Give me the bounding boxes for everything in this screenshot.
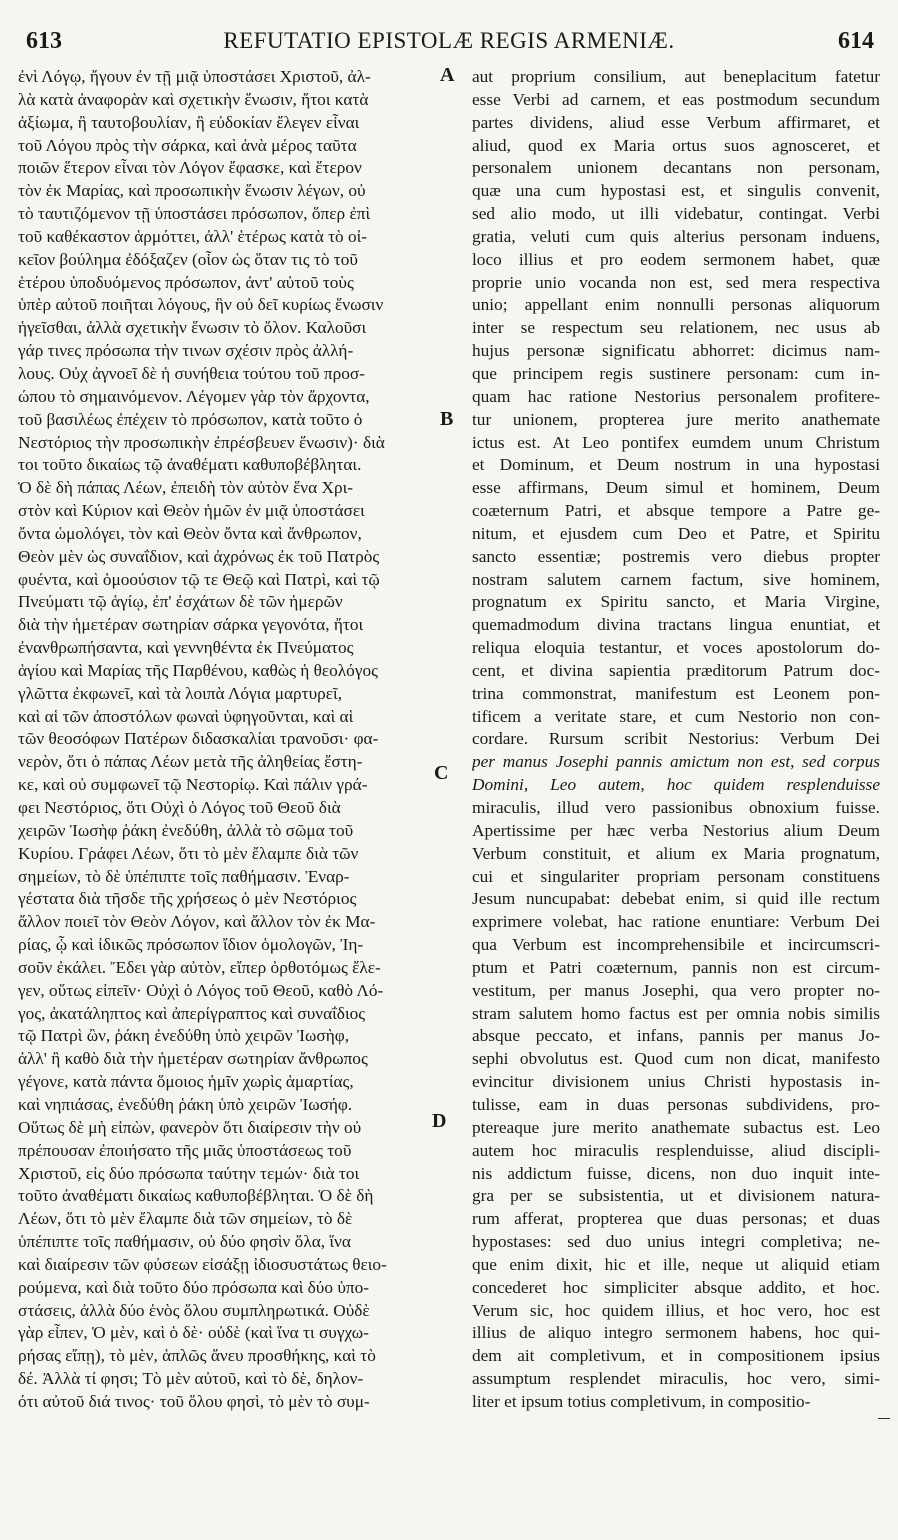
latin-text-line: Jesum nuncupabat: debebat enim, si quid ille rectum xyxy=(472,889,880,909)
latin-text-line: liter et ipsum totius completivum, in compositio- xyxy=(472,1391,811,1411)
greek-text-line: γλῶττα ἐκφωνεῖ, καὶ τὰ λοιπὰ Λόγια μαρτυρεῖ, xyxy=(18,683,343,703)
latin-text-line: gratia, veluti cum quis alterius personam induens, xyxy=(472,226,880,246)
latin-text-line: nitum, et ejusdem cum Deo et Patre, et Spiritu xyxy=(472,523,880,543)
latin-text-line: proprie unio vocanda non est, sed mera respectiva xyxy=(472,272,880,292)
greek-text-line: καὶ νηπιάσας, ἐνεδύθη ῥάκη ὑπὸ χειρῶν Ἰωσήφ. xyxy=(18,1094,353,1114)
latin-text-line: coæternum Patri, et absque tempore a Patre ge- xyxy=(472,501,880,521)
greek-text-line: ἡγεῖσθαι, ἀλλὰ σχετικὴν ἕνωσιν τὸ ὅλον. Καλοῦσι xyxy=(18,318,367,338)
section-marker-d: D xyxy=(432,1110,447,1132)
greek-text-line: τοι τοῦτο δικαίως τῷ ἀναθέματι καθυποβέβληται. xyxy=(18,455,362,475)
latin-text-line: cui et singulariter propriam personam constituens xyxy=(472,866,880,886)
latin-text-line: nis addictum fuisse, dicens, non duo inquit inte- xyxy=(472,1163,880,1183)
greek-text-line: Κυρίου. Γράφει Λέων, ὅτι τὸ μὲν ἔλαμπε διὰ τῶν xyxy=(18,843,359,863)
greek-text-line: τῶν θεοσόφων Πατέρων διδασκαλίαι τρανοῦσι· φα- xyxy=(18,729,379,749)
greek-text-line: καὶ διαίρεσιν τῶν φύσεων εἰσάξῃ ἰδιοσυστάτως θειο- xyxy=(18,1254,387,1274)
latin-text-line: qua Verbum est incomprehensibile et incircumscri- xyxy=(472,935,880,955)
greek-text-line: στάσεις, ἀλλὰ δύο ἑνὸς ὅλου συμπληρωτικά. Οὐδὲ xyxy=(18,1300,370,1320)
latin-text-line: Domini, Leo autem, hoc quidem resplenduisse xyxy=(472,775,880,795)
greek-text-line: σοῦν ἐκάλει. Ἔδει γὰρ αὐτὸν, εἴπερ ὀρθοτόμως ἔλε- xyxy=(18,957,381,977)
latin-text-line: concederet hoc simpliciter absque addito, et hoc. xyxy=(472,1277,880,1297)
greek-text-line: τὸν ἐκ Μαρίας, καὶ προσωπικὴν ἕνωσιν λέγων, οὐ xyxy=(18,181,366,201)
greek-text-line: ώπου τὸ σημαινόμενον. Λέγομεν γὰρ τὸν ἄρχοντα, xyxy=(18,386,370,406)
greek-text-line: Οὕτως δὲ μὴ εἰπὼν, φανερὸν ὅτι διαίρεσιν τὴν οὐ xyxy=(18,1117,362,1137)
greek-text-line: ἐνὶ Λόγῳ, ἤγουν ἐν τῇ μιᾷ ὑποστάσει Χριστοῦ, ἀλ- xyxy=(18,67,371,86)
latin-text-line: exprimere volebat, hac ratione enuntiare: Verbum Dei xyxy=(472,912,880,932)
latin-text-line: Verbum constituit, et alium ex Maria prognatum, xyxy=(472,843,880,863)
greek-text-line: ὄντα ὡμολόγει, τὸν καὶ Θεὸν ὄντα καὶ ἄνθρωπον, xyxy=(18,523,362,543)
greek-text-line: δέ. Ἀλλὰ τί φησι; Τὸ μὲν αὐτοῦ, καὶ τὸ δὲ, δηλον- xyxy=(18,1369,364,1389)
greek-text-line: ποιῶν ἕτερον εἶναι τὸν Λόγον ἔφασκε, καὶ ἕτερον xyxy=(18,158,362,178)
greek-column xyxy=(18,66,434,1526)
greek-text-line: τοῦ βασιλέως ἐπέχειν τὸ πρόσωπον, κατὰ τοῦτο ὁ xyxy=(18,409,363,429)
greek-text-line: τοῦτο ἀναθέματι δικαίως καθυποβέβληται. Ὁ δὲ δὴ xyxy=(18,1186,374,1206)
greek-text-line: λους. Οὐχ ἀγνοεῖ δὲ ἡ συνήθεια τούτου τοῦ προσ- xyxy=(18,363,365,383)
greek-text-line: τοῦ καθέκαστον ἁρμόττει, ἀλλ' ἑτέρως κατὰ τὸ οἰ- xyxy=(18,226,368,246)
greek-text-line: Λέων, ὅτι τὸ μὲν ἔλαμπε διὰ τῶν σημείων, τὸ δὲ xyxy=(18,1209,353,1229)
page-number-right: 614 xyxy=(838,28,874,54)
latin-text-line: trina commonstrat, manifestum est Leonem pon- xyxy=(472,683,880,703)
greek-text-line: Ὁ δὲ δὴ πάπας Λέων, ἐπειδὴ τὸν αὐτὸν ἕνα Χρι- xyxy=(18,478,353,498)
latin-text-line: ptum et Patri coæternum, pannis non est circum- xyxy=(472,957,880,977)
latin-text-line: cordare. Rursum scribit Nestorius: Verbum Dei xyxy=(472,729,880,749)
greek-text-line: γος, ἀκατάληπτος καὶ ἀπερίγραπτος καὶ συναΐδιος xyxy=(18,1003,366,1023)
greek-text-line: ρήσας εἴπῃ), τὸ μὲν, ἁπλῶς ἄνευ προσθήκης, καὶ τὸ xyxy=(18,1346,376,1366)
latin-text-line: vestitum, per manus Josephi, qua vero propter no- xyxy=(472,980,880,1000)
latin-text-line: per manus Josephi pannis amictum non est, sed corpus xyxy=(472,752,880,772)
latin-text-line: Apertissime per hæc verba Nestorius alium Deum xyxy=(472,820,880,840)
latin-text-line: quam hac ratione Nestorius personalem profitere- xyxy=(472,386,880,406)
latin-text-line: assumptum resplendet miraculis, hoc vero, simi- xyxy=(472,1369,880,1389)
greek-text-line: Πνεύματι τῷ ἁγίῳ, ἐπ' ἐσχάτων δὲ τῶν ἡμερῶν xyxy=(18,592,343,612)
running-title: REFUTATIO EPISTOLÆ REGIS ARMENIÆ. xyxy=(223,28,675,53)
latin-text-line: autem hoc miraculis resplenduisse, aliud discipli- xyxy=(472,1140,880,1160)
latin-text-line: illius de aliquo integro sermonem habens, hoc qui- xyxy=(472,1323,880,1343)
latin-text-line: evincitur divisionem unius Christi hypostasis in- xyxy=(472,1072,880,1092)
latin-text-line: ptereaque jure merito anathemate subactus est. Leo xyxy=(472,1117,880,1137)
greek-text-line: ἀλλ' ἢ καθὸ διὰ τὴν ἡμετέραν σωτηρίαν ἄνθρωπος xyxy=(18,1049,368,1069)
latin-text-line: sancto essentiæ; postremis vero diebus propter xyxy=(472,546,880,566)
latin-text-line: tulisse, eam in duas personas subdividens, pro- xyxy=(472,1094,880,1114)
greek-text-line: Θεὸν μὲν ὡς συναΐδιον, καὶ ἀχρόνως ἐκ τοῦ Πατρὸς xyxy=(18,546,380,566)
greek-text-line: ότι αὐτοῦ διά τινος· τοῦ ὅλου φησὶ, τὸ μὲν τὸ συμ- xyxy=(18,1391,370,1411)
section-marker-c: C xyxy=(434,762,449,784)
latin-text-line: rum afferat, propterea que duas personas; et duas xyxy=(472,1209,880,1229)
latin-text-line: esse affirmans, Deum simul et hominem, Deum xyxy=(472,478,880,498)
greek-text-line: διὰ τὴν ἡμετέραν σωτηρίαν σάρκα γεγονότα, ἤτοι xyxy=(18,615,364,635)
greek-text-line: πρέπουσαν ἐποιήσατο τῆς μιᾶς ὑποστάσεως τοῦ xyxy=(18,1140,352,1160)
greek-text-line: ἐνανθρωπήσαντα, καὶ γεννηθέντα ἐκ Πνεύματος xyxy=(18,638,354,658)
greek-text-line: καὶ αἱ τῶν ἀποστόλων φωναὶ ὑφηγοῦνται, καὶ αἱ xyxy=(18,706,354,726)
latin-column xyxy=(472,66,880,1526)
greek-text-line: κεῖον βούλημα ἐδόξαζεν (οἷον ὡς ὅταν τις τὸ τοῦ xyxy=(18,249,358,269)
section-marker-a: A xyxy=(440,64,455,86)
greek-text-line: τοῦ Λόγου πρὸς τὴν σάρκα, καὶ ἀνὰ μέρος ταῦτα xyxy=(18,135,357,155)
greek-text-line: ὑπὲρ αὐτοῦ ποιῆται λόγους, ἣν οὐ δεῖ κυρίως ἕνωσιν xyxy=(18,295,384,315)
latin-text-line: personalem unionem decantans non personam, xyxy=(472,158,880,178)
greek-text-line: ρούμενα, καὶ διὰ τοῦτο δύο πρόσωπα καὶ δύο ὑπο- xyxy=(18,1277,369,1297)
latin-text-line: inter se respectum seu relationem, nec usus ab xyxy=(472,318,880,338)
latin-text-line: absque peccato, et infans, pannis per manus Jo- xyxy=(472,1026,880,1046)
greek-text-line: ὑπέπιπτε τοῖς παθήμασιν, οὐ δύο φησὶν ὅλα, ἵνα xyxy=(18,1232,351,1252)
greek-text-line: γέστατα διὰ τῆσδε τῆς χρήσεως ὁ μὲν Νεστόριος xyxy=(18,889,357,909)
greek-text-line: ἀξίωμα, ἢ ταυτοβουλίαν, ἢ εὐδοκίαν ἔλεγεν εἶναι xyxy=(18,112,360,132)
greek-text-line: γὰρ εἶπεν, Ὁ μὲν, καὶ ὁ δὲ· οὐδὲ (καὶ ἵνα τι συγχω- xyxy=(18,1323,369,1343)
latin-text-line: sephi obvolutus est. Quod cum non dicat, manifesto xyxy=(472,1049,880,1069)
latin-text-line: que enim dixit, hic et ille, neque ut aliquid etiam xyxy=(472,1254,880,1274)
latin-text-line: aliud, quod ex Maria ortus suos agnosceret, et xyxy=(472,135,880,155)
latin-text-line: stram salutem homo factus est per omnia nobis similis xyxy=(472,1003,880,1023)
running-header xyxy=(0,0,898,56)
latin-text-line: dem ait completivum, et in compositionem ipsius xyxy=(472,1346,880,1366)
latin-text-line: gra per se subsistentia, ut et divisionem natura- xyxy=(472,1186,880,1206)
greek-text-line: στὸν καὶ Κύριον καὶ Θεὸν ἡμῶν ἐν μιᾷ ὑποστάσει xyxy=(18,501,365,521)
latin-text-line: Verum sic, hoc quidem illius, et hoc vero, hoc est xyxy=(472,1300,880,1320)
latin-text-line: que principem regis sustinere personam: cum in- xyxy=(472,363,880,383)
page-number-left: 613 xyxy=(26,28,62,54)
latin-text-line: prognatum ex Spiritu sancto, et Maria Virgine, xyxy=(472,592,880,612)
latin-text-line: miraculis, illud vero passionibus obnoxium fuisse. xyxy=(472,798,880,817)
greek-text-line: φυέντα, καὶ ὁμοούσιον τῷ τε Θεῷ καὶ Πατρὶ, καὶ τῷ xyxy=(18,569,380,589)
greek-text-line: ἁγίου καὶ Μαρίας τῆς Παρθένου, καθὼς ἡ θεολόγος xyxy=(18,660,378,680)
greek-text-line: κε, καὶ οὐ συμφωνεῖ τῷ Νεστορίῳ. Καὶ πάλιν γρά- xyxy=(18,775,368,795)
greek-text-line: τῷ Πατρὶ ὢν, ῥάκη ἐνεδύθη ὑπὸ χειρῶν Ἰωσὴφ, xyxy=(18,1026,350,1046)
greek-text-line: χειρῶν Ἰωσὴφ ῥάκη ἐνεδύθη, ἀλλὰ τὸ σῶμα τοῦ xyxy=(18,820,354,840)
greek-text-line: νερὸν, ὅτι ὁ πάπας Λέων μετὰ τῆς ἀληθείας ἕστη- xyxy=(18,752,363,772)
greek-text-line: γέγονε, κατὰ πάντα ὅμοιος ἡμῖν χωρὶς ἁμαρτίας, xyxy=(18,1072,354,1092)
latin-text-line: aut proprium consilium, aut beneplacitum fatetur xyxy=(472,67,880,86)
latin-text-line: hypostases: sed duo unius integri completiva; ne- xyxy=(472,1232,880,1252)
section-marker-b: B xyxy=(440,408,454,430)
latin-text-line: et Dominum, et Deum nostrum in una hypostasi xyxy=(472,455,880,475)
latin-text-line: quæ una cum hypostasi est, et singulis convenit, xyxy=(472,181,880,201)
latin-text-line: esse Verbi ad carnem, et eas postmodum secundum xyxy=(472,89,880,109)
margin-mark xyxy=(878,1418,890,1419)
greek-text-line: γάρ τινες πρόσωπα τὴν τινων σχέσιν πρὸς ἀλλή- xyxy=(18,341,354,361)
greek-text-line: σημείων, τὸ δὲ ὑπέπιπτε τοῖς παθήμασιν. Ἐναρ- xyxy=(18,866,350,886)
greek-text-line: γεν, οὕτως εἰπεῖν· Οὐχὶ ὁ Λόγος τοῦ Θεοῦ, καθὸ Λό- xyxy=(18,980,384,1000)
greek-text-line: φει Νεστόριος, ὅτι Οὐχὶ ὁ Λόγος τοῦ Θεοῦ διὰ xyxy=(18,798,341,817)
latin-text-line: loco illius et pro eodem sermonem habet, quæ xyxy=(472,249,880,269)
greek-text-line: τὸ ταυτιζόμενον τῇ ὑποστάσει πρόσωπον, ὅπερ ἐπὶ xyxy=(18,204,371,224)
latin-text-line: reliqua eloquia testantur, et voces apostolorum do- xyxy=(472,638,880,658)
latin-text-line: unio; appellant enim nonnulli personas aliquorum xyxy=(472,295,880,315)
greek-text-line: Χριστοῦ, εἰς δύο πρόσωπα ταύτην τεμών· διὰ τοι xyxy=(18,1163,360,1183)
latin-text-line: partes dividens, aliud esse Verbum affirmaret, et xyxy=(472,112,880,132)
latin-text-line: ictus est. At Leo pontifex eumdem unum Christum xyxy=(472,432,880,452)
greek-text-line: ρίας, ᾧ καὶ ἰδικῶς πρόσωπον ἴδιον ὁμολογῶν, Ἰη- xyxy=(18,935,364,955)
latin-text-line: tificem a veritate stare, et cum Nestorio non con- xyxy=(472,706,880,726)
greek-text-line: ἄλλον ποιεῖ τὸν Θεὸν Λόγον, καὶ ἄλλον τὸν ἐκ Μα- xyxy=(18,912,376,932)
latin-text-line: hujus personæ significatu abhorret: dicimus nam- xyxy=(472,341,880,361)
latin-text-line: nostram salutem carnem factum, sive hominem, xyxy=(472,569,880,589)
latin-text-line: quemadmodum divina tractans lingua enuntiat, et xyxy=(472,615,880,635)
latin-text-line: cent, et divina sapientia præditorum Patrum doc- xyxy=(472,660,880,680)
greek-text-line: Νεστόριος τὴν προσωπικὴν ἐπρέσβευεν ἕνωσιν)· διὰ xyxy=(18,432,385,452)
greek-text-line: ἑτέρου ὑποδυόμενος πρόσωπον, ἀντ' αὐτοῦ τοὺς xyxy=(18,272,354,292)
greek-text-line: λὰ κατὰ ἀναφορὰν καὶ σχετικὴν ἕνωσιν, ἤτοι κατὰ xyxy=(18,89,369,109)
latin-text-line: sed alio modo, ut illi videbatur, contingat. Verbi xyxy=(472,204,880,224)
latin-text-line: tur unionem, propterea jure merito anathemate xyxy=(472,409,880,429)
